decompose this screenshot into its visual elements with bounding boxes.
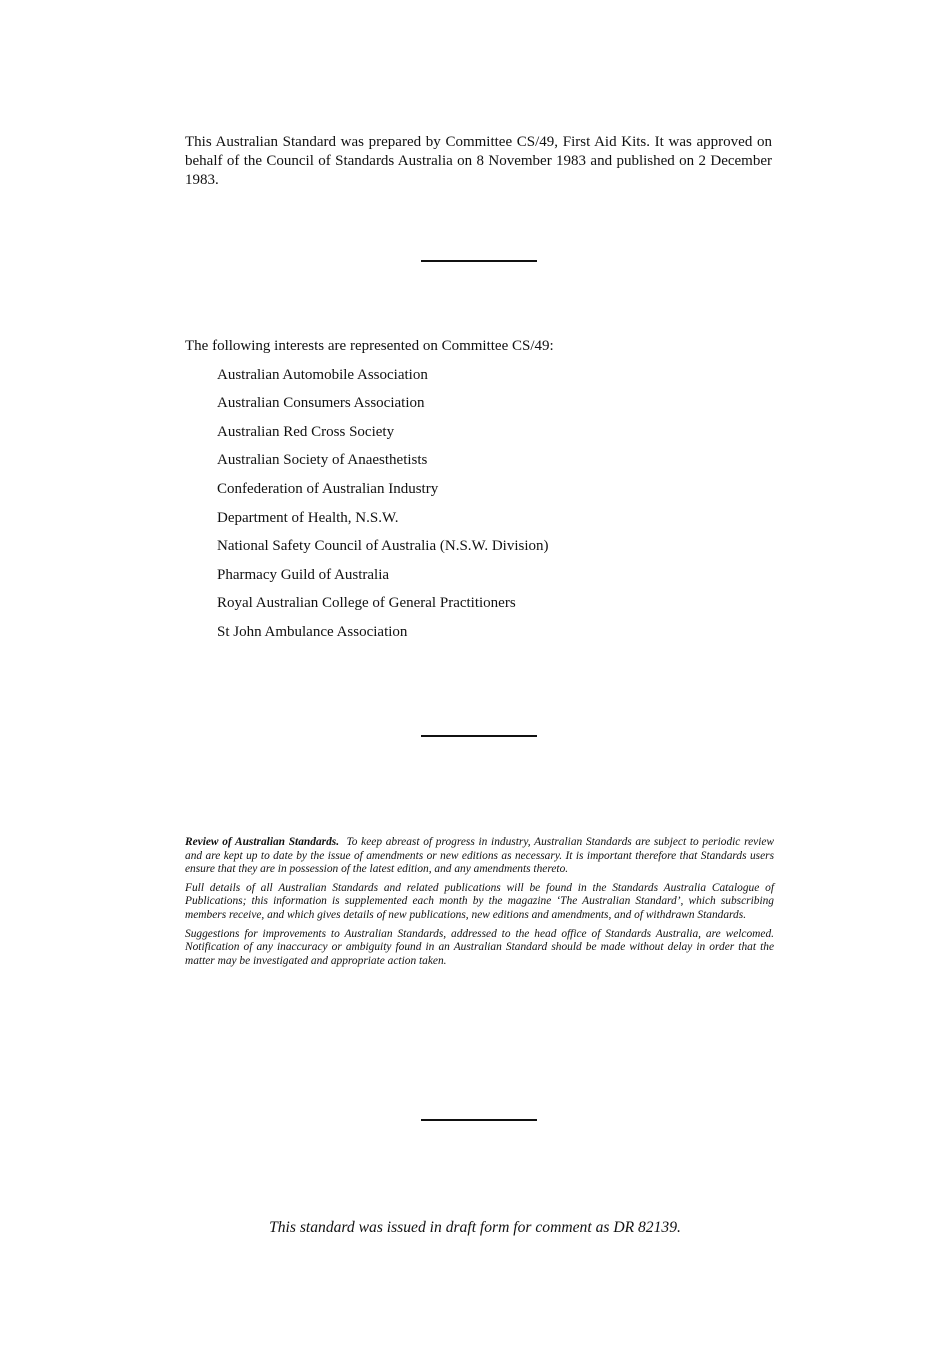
list-item: National Safety Council of Australia (N.S.W. Division) [217,538,549,555]
review-notice [185,836,774,973]
review-paragraph-1 [185,836,774,877]
interests-heading: The following interests are represented on Committee CS/49: [185,338,554,354]
review-paragraph-3: Suggestions for improvements to Australian Standards, addressed to the head office of Standards Australia, are welcomed. Notification of any inaccuracy or ambiguity found in an Australian Standard should be made without delay in order that the matter may be investigated and appropriate action taken. [185,927,774,967]
review-paragraph-2: Full details of all Australian Standards and related publications will be found in the Standards Australia Catalogue of Publications; this information is supplemented each month by the magazine ‘The Australian Standard’, which subscribing members receive, and which gives details of new publications, new editions and amendments, and of withdrawn Standards. [185,881,774,921]
divider-rule-3 [421,1119,537,1121]
list-item: Department of Health, N.S.W. [217,509,399,526]
draft-note: This standard was issued in draft form for comment as DR 82139. [269,1219,681,1236]
review-heading: Review of Australian Standards. [185,836,340,848]
review-text-1: To keep abreast of progress in industry, Australian Standards are subject to periodic review and are kept up to date by the issue of amendments or new editions as necessary. It is important therefore that Standards users ensure that they are in possession of the latest edition, and any amendments thereto. [185,836,775,876]
list-item: St John Ambulance Association [217,623,408,640]
list-item: Australian Society of Anaesthetists [217,452,428,469]
divider-rule-2 [421,735,537,737]
list-item: Royal Australian College of General Practitioners [217,595,516,612]
list-item: Australian Automobile Association [217,366,428,383]
committee-interests [185,337,785,642]
list-item: Australian Consumers Association [217,395,425,412]
divider-rule-1 [421,260,537,262]
interest-list [185,366,785,642]
preparation-statement: This Australian Standard was prepared by Committee CS/49, First Aid Kits. It was approved on behalf of the Council of Standards Australia on 8 November 1983 and published on 2 December 1983. [185,134,772,188]
list-item: Confederation of Australian Industry [217,480,439,497]
list-item: Pharmacy Guild of Australia [217,566,390,583]
list-item: Australian Red Cross Society [217,423,395,440]
